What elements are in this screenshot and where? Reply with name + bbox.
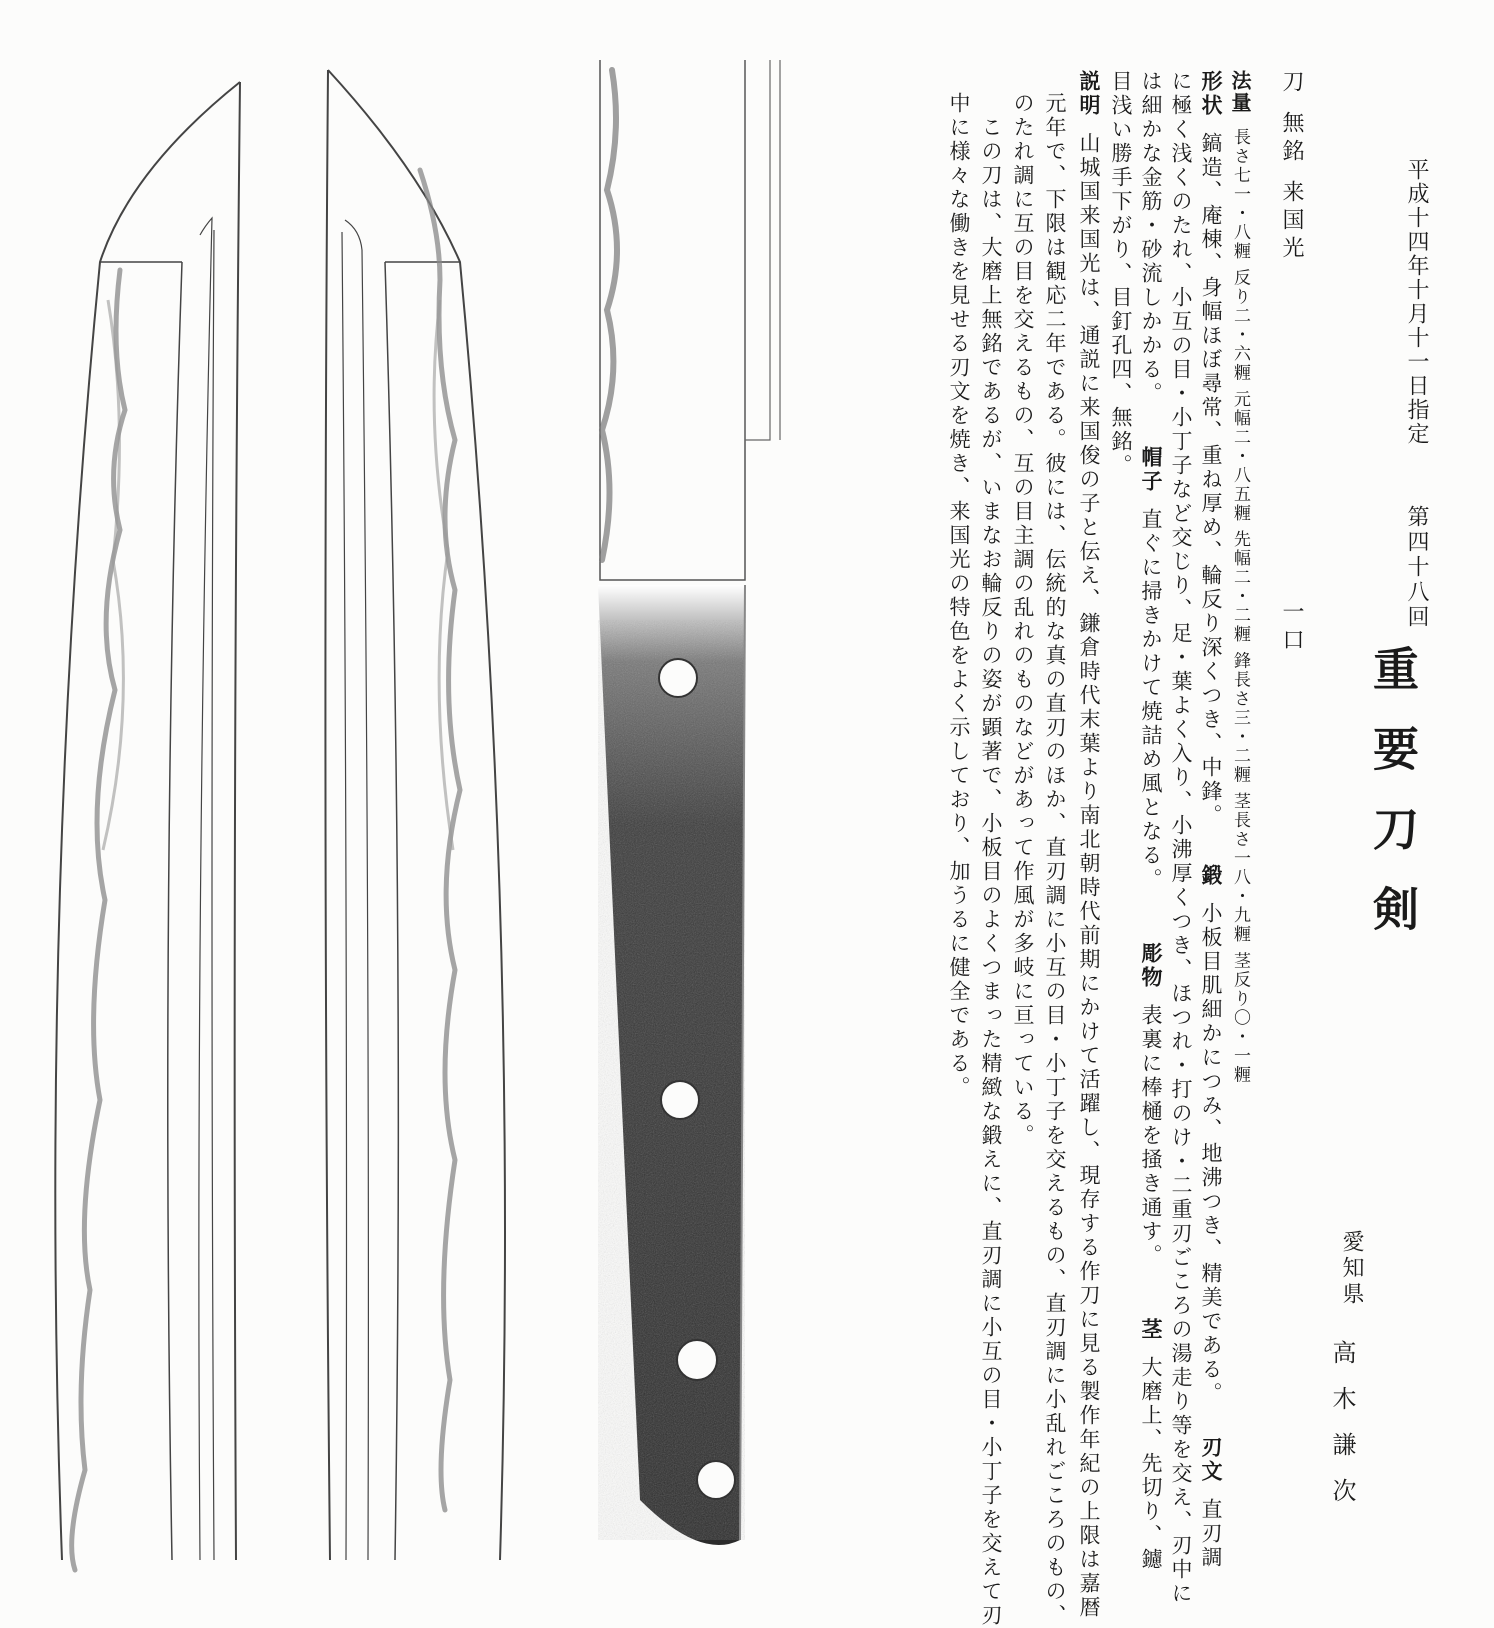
boshi-text: 直ぐに掃きかけて焼詰め風となる。 [1139, 508, 1163, 892]
page-title: 重要刀剣 [1366, 645, 1420, 965]
blade-ura-outline [328, 70, 505, 1560]
description-label: 説明 [1077, 70, 1101, 118]
session-number: 第四十八回 [1404, 505, 1429, 630]
mekugi-ana-1 [659, 659, 697, 697]
designation-date: 平成十四年十月十一日指定 [1404, 158, 1429, 446]
nakago-continuation: 目浅い勝手下がり、目釘孔四、無銘。 [1109, 70, 1133, 478]
blade-omote-hamon [72, 270, 125, 1570]
shape-label: 形状 [1199, 70, 1223, 118]
nakago-blade-outline [600, 60, 745, 580]
description-first-line [1078, 70, 1099, 1620]
nakago-text: 大磨上、先切り、鑢 [1139, 1356, 1163, 1572]
blade-ura-shinogi [385, 262, 398, 1560]
shape-forging-hamon-row [1200, 70, 1221, 1570]
horimono-label: 彫物 [1139, 942, 1163, 990]
sword-type: 刀 無銘 来国光 [1279, 70, 1304, 264]
forging-label: 鍛 [1199, 864, 1223, 888]
sword-count: 一口 [1279, 600, 1304, 656]
measurements-row [1230, 70, 1250, 1084]
shape-text: 鎬造、庵棟、身幅ほぼ尋常、重ね厚め、輪反り深くつき、中鋒。 [1199, 132, 1223, 828]
nakago-hamon [602, 70, 617, 560]
measurements-text: 長さ七一・八糎 反り二・六糎 元幅二・八五糎 先幅二・二糎 鋒長さ三・二糎 茎長さ一八・九糎 茎反り〇・一糎 [1230, 128, 1250, 1085]
description-line-4: この刀は、大磨上無銘であるが、いまなお輪反りの姿が顕著で、小板目のよくつまった精緻な鍛えに、直刃調に小互の目・小丁子を交えて刃 [979, 116, 1003, 1628]
blade-omote-hi [199, 218, 212, 1560]
mekugi-ana-3 [677, 1340, 717, 1380]
nakago-detail [598, 60, 780, 1545]
boshi-horimono-nakago-row [1140, 70, 1161, 1572]
hamon-continuation-1: に極く浅くのたれ、小互の目・小丁子など交じり、足・葉よく入り、小沸厚くつき、ほつれ・打のけ・二重刃ごころの湯走り等を交え、刃中に [1169, 70, 1193, 1606]
hamon-label: 刃文 [1199, 1436, 1223, 1484]
designation-record [860, 40, 1480, 1628]
description-line-3: のたれ調に互の目を交えるもの、互の目主調の乱れのものなどがあって作風が多岐に亘っている。 [1011, 92, 1035, 1148]
measurements-label: 法量 [1228, 70, 1252, 114]
boshi-label: 帽子 [1139, 446, 1163, 494]
description-line-1: 山城国来国光は、通説に来国俊の子と伝え、鎌倉時代末葉より南北朝時代前期にかけて活躍し、現存する作刀に見る製作年紀の上限は嘉暦 [1077, 132, 1101, 1620]
blade-omote [55, 82, 240, 1570]
description-line-2: 元年で、下限は観応二年である。彼には、伝統的な真の直刃のほか、直刃調に小互の目・小丁子を交えるもの、直刃調に小乱れごころのもの、 [1043, 92, 1067, 1628]
description-line-5: 中に様々な働きを見せる刃文を焼き、来国光の特色をよく示しており、加うるに健全である。 [947, 92, 971, 1100]
blade-ura-hi [345, 220, 368, 1560]
owner-prefecture: 愛知県 [1339, 1230, 1364, 1308]
nakago-label: 茎 [1139, 1318, 1163, 1342]
horimono-text: 表裏に棒樋を掻き通す。 [1139, 1004, 1163, 1268]
mekugi-ana-4 [697, 1461, 735, 1499]
blade-omote-shinogi [168, 262, 182, 1560]
blade-ura-hamon [420, 170, 460, 1510]
forging-text: 小板目肌細かにつみ、地沸つき、精美である。 [1199, 902, 1223, 1406]
mekugi-ana-2 [661, 1081, 699, 1119]
hamon-continuation-2: は細かな金筋・砂流しかかる。 [1139, 70, 1163, 406]
owner-name: 高木謙次 [1328, 1340, 1356, 1524]
hamon-text: 直刃調 [1199, 1498, 1223, 1570]
blade-ura [325, 70, 505, 1560]
